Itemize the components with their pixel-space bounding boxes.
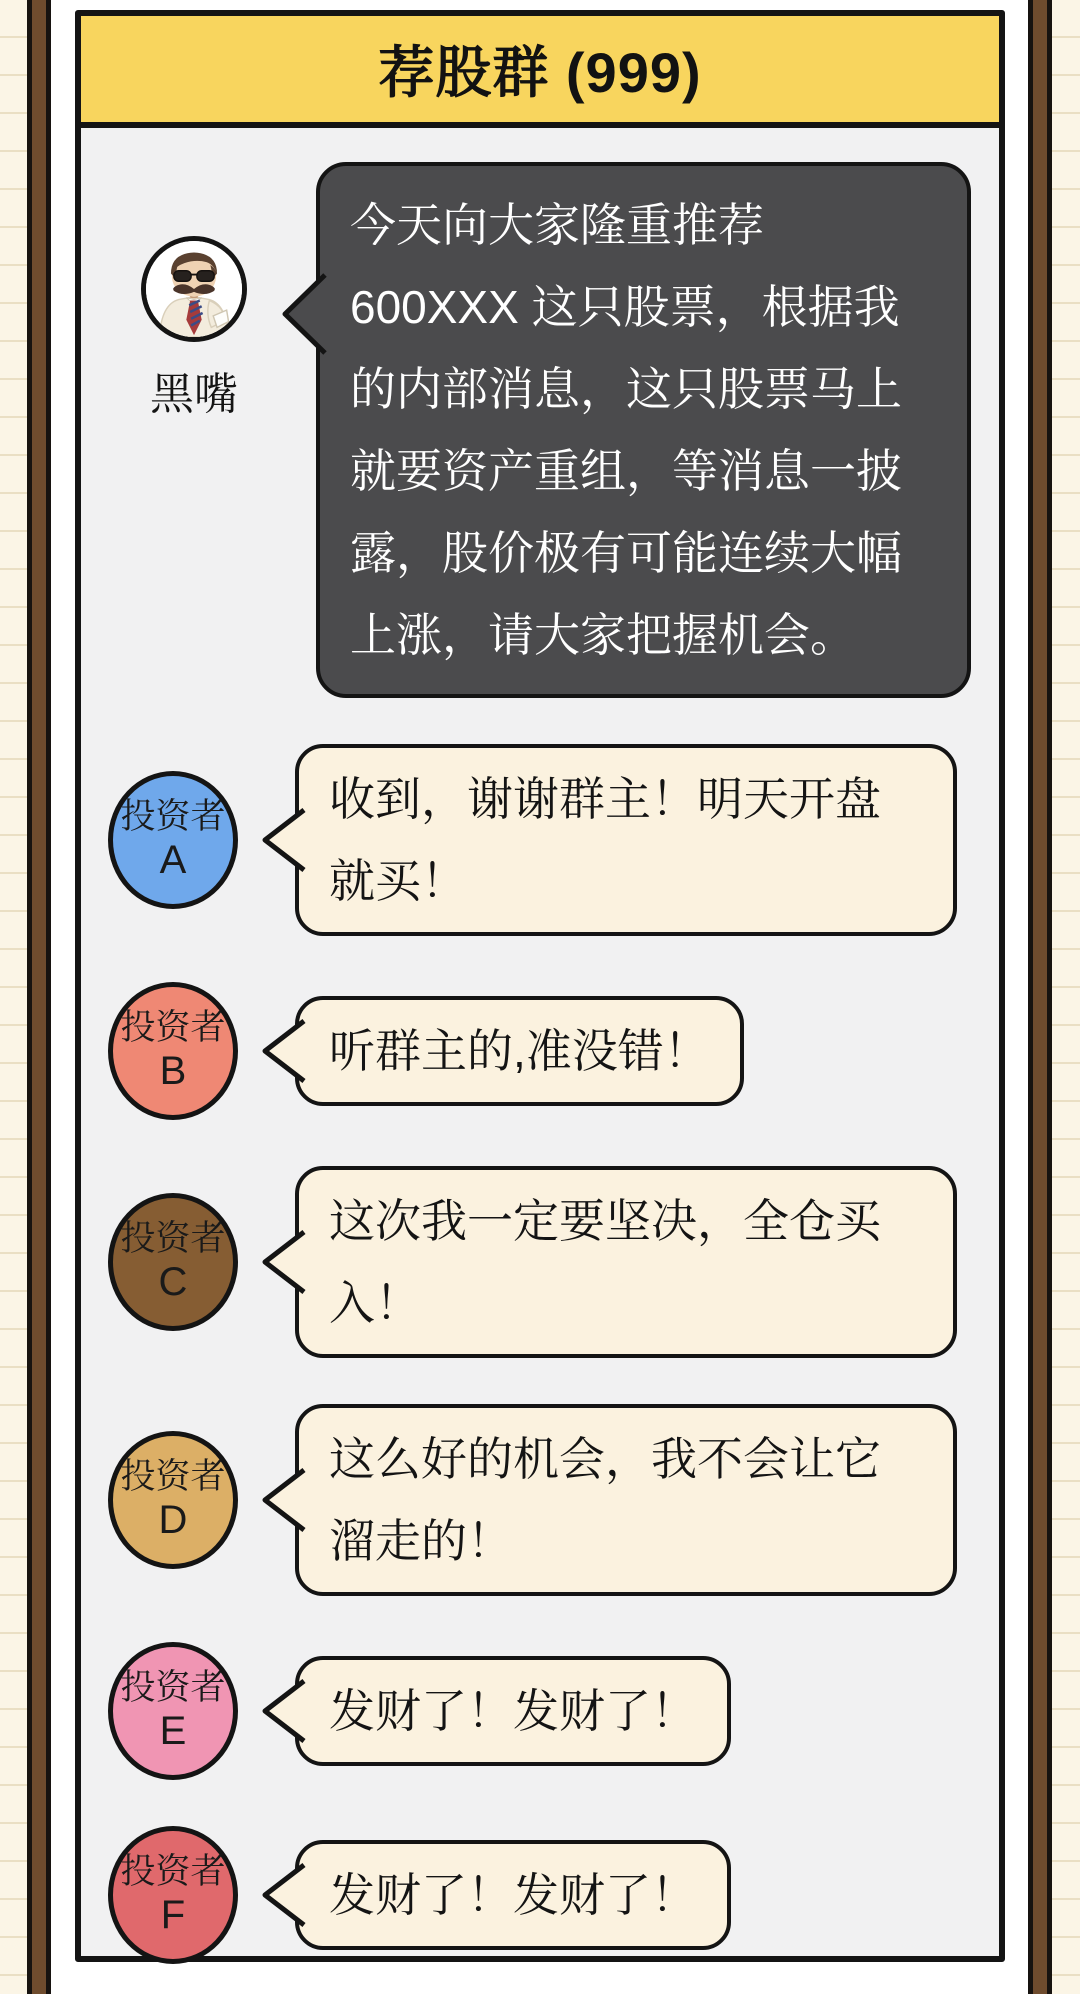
investor-message-row bbox=[108, 1826, 971, 1964]
bubble-tail-icon bbox=[260, 1229, 306, 1295]
investor-avatar-letter: E bbox=[159, 1709, 187, 1753]
bubble-tail-icon bbox=[260, 807, 306, 873]
notebook-paper-right bbox=[1052, 0, 1080, 1994]
investor-message-bubble bbox=[295, 744, 957, 936]
leader-avatar-block bbox=[124, 236, 264, 422]
bubble-tail-icon bbox=[260, 1467, 306, 1533]
investor-message-row bbox=[108, 1166, 971, 1358]
investor-avatar bbox=[108, 1642, 238, 1780]
investor-rows bbox=[108, 744, 971, 1964]
investor-message-text: 这次我一定要坚决，全仓买入！ bbox=[329, 1195, 881, 1329]
investor-message-row bbox=[108, 982, 971, 1120]
frame-bar-left bbox=[27, 0, 51, 1994]
bubble-tail-icon bbox=[260, 1018, 306, 1084]
investor-avatar bbox=[108, 771, 238, 909]
investor-avatar bbox=[108, 1431, 238, 1569]
investor-avatar-letter: F bbox=[160, 1893, 186, 1937]
chat-panel bbox=[75, 10, 1005, 1962]
investor-avatar-label: 投资者 bbox=[120, 1008, 226, 1047]
investor-avatar-label: 投资者 bbox=[120, 1219, 226, 1258]
investor-message-text: 听群主的,准没错！ bbox=[329, 1025, 710, 1077]
investor-avatar-label: 投资者 bbox=[120, 1668, 226, 1707]
bubble-tail-icon bbox=[281, 272, 327, 356]
investor-message-row bbox=[108, 1642, 971, 1780]
investor-avatar-label: 投资者 bbox=[120, 1457, 226, 1496]
leader-name: 黑嘴 bbox=[150, 370, 238, 419]
group-title-bar bbox=[81, 16, 999, 128]
investor-message-row bbox=[108, 744, 971, 936]
investor-message-text: 发财了！发财了！ bbox=[329, 1869, 697, 1921]
bubble-tail-icon bbox=[260, 1862, 306, 1928]
investor-message-bubble bbox=[295, 1656, 731, 1766]
leader-message-row bbox=[108, 162, 971, 698]
frame-bar-right bbox=[1028, 0, 1052, 1994]
investor-message-bubble bbox=[295, 1166, 957, 1358]
leader-message-text: 今天向大家隆重推荐 600XXX 这只股票，根据我的内部消息，这只股票马上就要资产重组，等消息一披露，股价极有可能连续大幅上涨，请大家把握机会。 bbox=[350, 199, 902, 661]
investor-avatar bbox=[108, 1193, 238, 1331]
investor-avatar-label: 投资者 bbox=[120, 797, 226, 836]
investor-avatar bbox=[108, 982, 238, 1120]
investor-message-text: 收到，谢谢群主！明天开盘就买！ bbox=[329, 773, 881, 907]
investor-message-bubble bbox=[295, 1404, 957, 1596]
investor-avatar-letter: C bbox=[158, 1260, 188, 1304]
man-sunglasses-mustache-icon bbox=[141, 236, 247, 342]
investor-message-bubble bbox=[295, 1840, 731, 1950]
chat-messages-area bbox=[81, 128, 999, 1984]
bubble-tail-icon bbox=[260, 1678, 306, 1744]
notebook-paper-left bbox=[0, 0, 27, 1994]
leader-message-bubble bbox=[316, 162, 971, 698]
investor-avatar-letter: B bbox=[159, 1049, 187, 1093]
investor-avatar-label: 投资者 bbox=[120, 1852, 226, 1891]
investor-message-row bbox=[108, 1404, 971, 1596]
investor-message-bubble bbox=[295, 996, 744, 1106]
investor-avatar-letter: D bbox=[158, 1498, 188, 1542]
investor-message-text: 发财了！发财了！ bbox=[329, 1685, 697, 1737]
group-title: 荐股群 (999) bbox=[378, 41, 702, 104]
investor-avatar-letter: A bbox=[159, 838, 187, 882]
investor-avatar bbox=[108, 1826, 238, 1964]
investor-message-text: 这么好的机会，我不会让它溜走的！ bbox=[329, 1433, 881, 1567]
